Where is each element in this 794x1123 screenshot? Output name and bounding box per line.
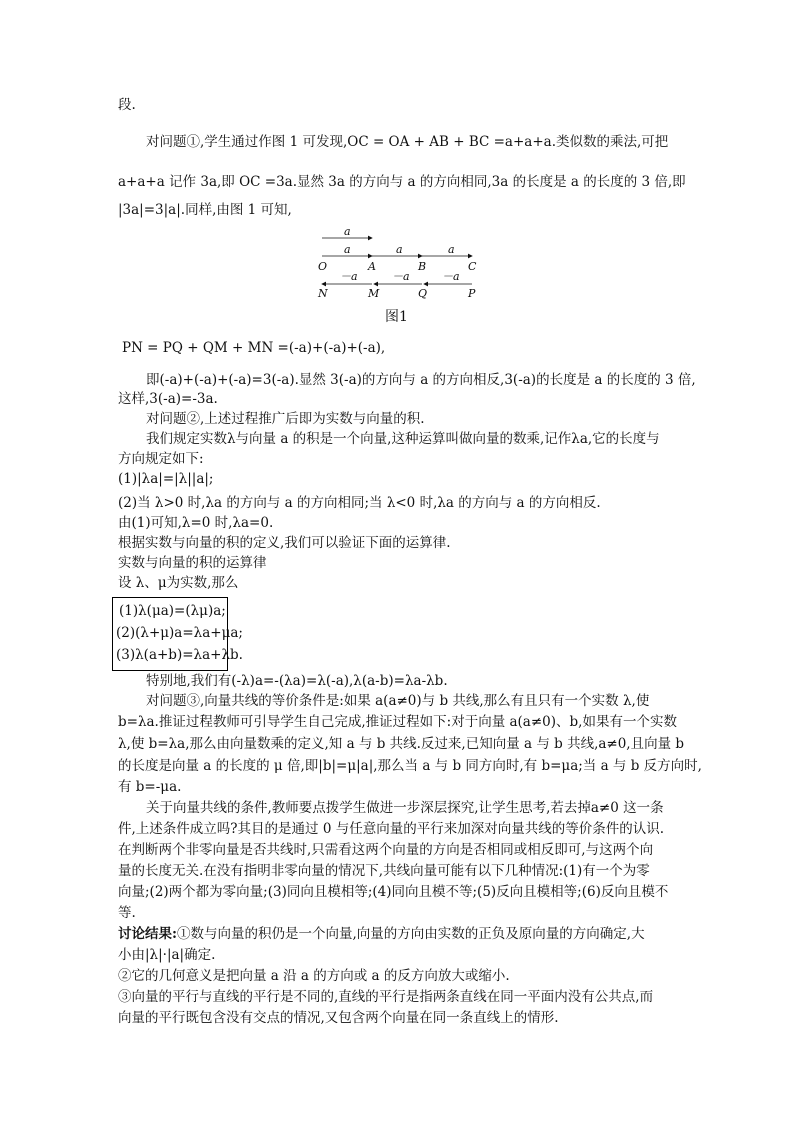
text-line: 有 b=-μa. [118, 779, 182, 795]
text-line: 向量;(2)两个都为零向量;(3)同向且模相等;(4)同向且模不等;(5)反向且模相等;(6)反向且模不 [118, 884, 669, 900]
text-line: a+a+a 记作 3a,即 OC =3a.显然 3a 的方向与 a 的方向相同,3a 的长度是 a 的长度的 3 倍,即 [118, 174, 686, 190]
point-label: Q [418, 287, 428, 300]
text-line: 关于向量共线的条件,教师要点拨学生做进一步深层探究,让学生思考,若去掉a≠0 这一条 [146, 800, 664, 816]
point-label: C [468, 260, 477, 273]
text-line: 向量的平行既包含没有交点的情况,又包含两个向量在同一条直线上的情形. [118, 1010, 559, 1026]
text-line: 对问题②,上述过程推广后即为实数与向量的积. [146, 411, 425, 427]
text-line [118, 925, 645, 944]
point-label: P [468, 287, 476, 300]
text-line: ②它的几何意义是把向量 a 沿 a 的方向或 a 的反方向放大或缩小. [118, 968, 510, 984]
text-line: 小由|λ|·|a|确定. [118, 947, 216, 963]
text-line: 对问题①,学生通过作图 1 可发现,OC = OA + AB + BC =a+a+a.类似数的乘法,可把 [146, 134, 669, 150]
discussion-text: ①数与向量的积仍是一个向量,向量的方向由实数的正负及原向量的方向确定,大 [176, 926, 645, 942]
law-1: (1)λ(μa)=(λμ)a; [119, 603, 226, 619]
point-label: A [368, 260, 376, 273]
text-line: 对问题③,向量共线的等价条件是:如果 a(a≠0)与 b 共线,那么有且只有一个实数 λ,使 [146, 693, 650, 709]
text-line: |3a|=3|a|.同样,由图 1 可知, [118, 202, 292, 218]
text-line: (2)当 λ>0 时,λa 的方向与 a 的方向相同;当 λ<0 时,λa 的方向与 a 的方向相反. [118, 495, 601, 511]
text-line: 量的长度无关.在没有指明非零向量的情况下,共线向量可能有以下几种情况:(1)有一个为零 [118, 863, 650, 879]
operation-laws-box [112, 597, 243, 671]
text-line: 我们规定实数λ与向量 a 的积是一个向量,这种运算叫做向量的数乘,记作λa,它的长度与 [146, 431, 660, 447]
text-line: 等. [118, 905, 136, 921]
text-line: λ,使 b=λa,那么由向量数乘的定义,知 a 与 b 共线.反过来,已知向量 a 与 b 共线,a≠0,且向量 b [118, 736, 685, 752]
text-line: 即(-a)+(-a)+(-a)=3(-a).显然 3(-a)的方向与 a 的方向相反,3(-a)的长度是 a 的长度的 3 倍, [146, 372, 696, 388]
law-3: (3)λ(a+b)=λa+λb. [116, 647, 243, 663]
text-line: 在判断两个非零向量是否共线时,只需看这两个向量的方向是否相同或相反即可,与这两个向 [118, 842, 654, 858]
vector-figure [312, 228, 482, 300]
point-label: M [368, 287, 380, 300]
segment-label: －a [392, 270, 410, 283]
text-line: 特别地,我们有(-λ)a=-(λa)=λ(-a),λ(a-b)=λa-λb. [146, 673, 448, 689]
point-label: B [418, 260, 427, 273]
text-line: PN = PQ + QM + MN =(-a)+(-a)+(-a), [122, 340, 386, 356]
text-line: 根据实数与向量的积的定义,我们可以验证下面的运算律. [118, 535, 451, 551]
segment-label: a [448, 243, 455, 256]
point-label: N [318, 287, 328, 300]
segment-label: a [396, 243, 403, 256]
text-line: 由(1)可知,λ=0 时,λa=0. [118, 515, 274, 531]
law-2: (2)(λ+μ)a=λa+μa; [116, 625, 243, 641]
text-line: b=λa.推证过程教师可引导学生自己完成,推证过程如下:对于向量 a(a≠0)、b,如果有一个实数 [118, 714, 677, 730]
vector-label: a [344, 228, 351, 238]
text-line: 段. [118, 97, 136, 113]
text-line: 这样,3(-a)=-3a. [118, 391, 218, 407]
text-line: 件,上述条件成立吗?其目的是通过 0 与任意向量的平行来加深对向量共线的等价条件的认识. [118, 821, 664, 837]
text-line: 的长度是向量 a 的长度的 μ 倍,即|b|=μ|a|,那么当 a 与 b 同方向时,有 b=μa;当 a 与 b 反方向时, [118, 758, 702, 774]
discussion-heading: 讨论结果: [118, 926, 177, 942]
figure-caption: 图1 [385, 309, 408, 325]
text-line: 实数与向量的积的运算律 [118, 555, 267, 571]
segment-label: a [344, 243, 351, 256]
text-line: 方向规定如下: [118, 451, 204, 467]
text-line: (1)|λa|=|λ||a|; [118, 471, 214, 487]
point-label: O [318, 260, 328, 273]
text-line: 设 λ、μ为实数,那么 [118, 575, 239, 591]
segment-label: －a [340, 270, 358, 283]
text-line: ③向量的平行与直线的平行是不同的,直线的平行是指两条直线在同一平面内没有公共点,而 [118, 989, 654, 1005]
segment-label: －a [442, 270, 460, 283]
